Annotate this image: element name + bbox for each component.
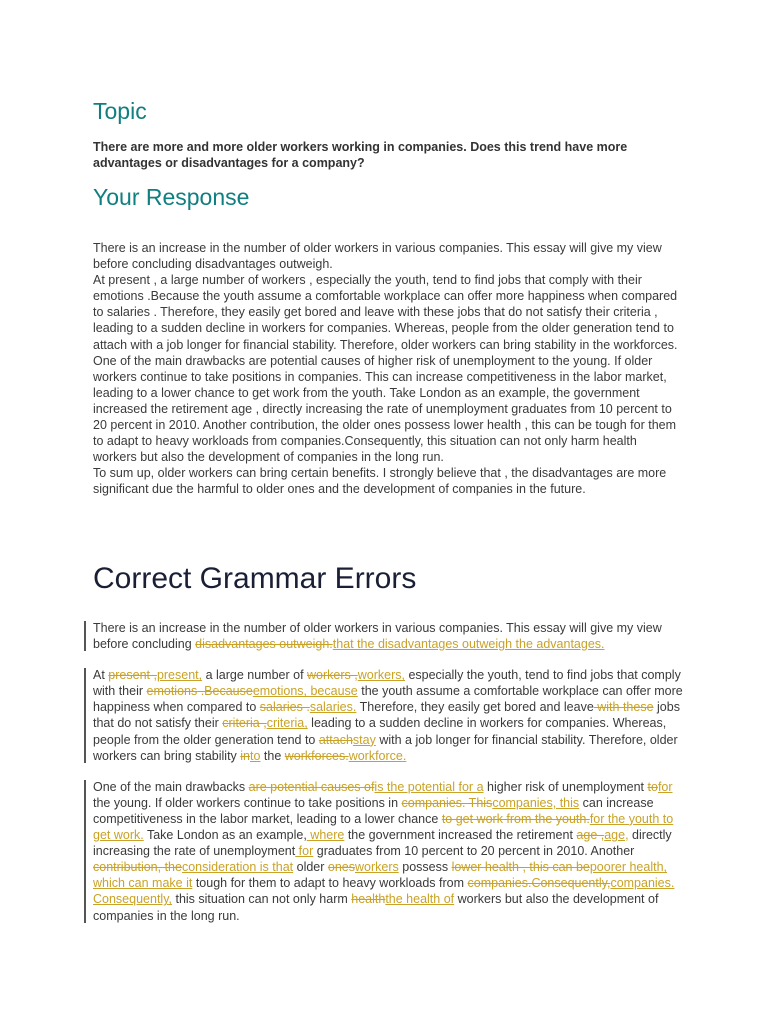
text-segment: the bbox=[260, 748, 285, 763]
text-segment: Take London as an example, bbox=[143, 828, 307, 843]
text-segment: Therefore, they easily get bored and leave bbox=[356, 700, 594, 715]
text-segment: the young. If older workers continue to take positions in bbox=[93, 795, 402, 810]
inserted-text: where bbox=[306, 828, 345, 843]
deleted-text: to bbox=[647, 779, 658, 794]
inserted-text: workforce. bbox=[348, 748, 407, 763]
deleted-text: age , bbox=[576, 828, 605, 843]
deleted-text: lower health , this can be bbox=[451, 860, 590, 875]
response-paragraph-2: At present , a large number of workers , especially the youth, tend to find jobs that comply with their emotions .Because the youth assume a comfortable workplace can offer more happiness when compared to salaries . Therefore, they easily get bored and leave with these jobs that do not satisfy their criteria , leading to a sudden decline in workers for companies. Whereas, people from the older generation tend to attach with a job longer for financial stability. Therefore, older workers can bring stability in the workforces. bbox=[93, 273, 678, 352]
text-segment: One of the main drawbacks bbox=[93, 779, 249, 794]
text-segment: jobs that do not satisfy their bbox=[93, 700, 680, 731]
text-segment: There is an increase in the number of older workers in various companies. This essay will give my view before concluding bbox=[93, 621, 662, 652]
response-paragraph-4: To sum up, older workers can bring certain benefits. I strongly believe that , the disadvantages are more significant due the harmful to older ones and the development of companies in the future. bbox=[93, 466, 667, 497]
inserted-text: is the potential for a bbox=[374, 779, 484, 794]
inserted-text: companies. Consequently, bbox=[93, 876, 675, 907]
text-segment: can increase competitiveness in the labor market, leading to a lower chance bbox=[93, 795, 654, 826]
deleted-text: disadvantages outweigh. bbox=[195, 637, 333, 652]
text-segment: possess bbox=[398, 860, 452, 875]
response-text bbox=[93, 240, 683, 498]
grammar-heading: Correct Grammar Errors bbox=[93, 562, 417, 595]
inserted-text: for the youth to get work. bbox=[93, 811, 674, 843]
inserted-text: companies, this bbox=[492, 795, 580, 810]
deleted-text: workforces. bbox=[284, 748, 349, 763]
deleted-text: present , bbox=[108, 668, 157, 683]
deleted-text: contribution, the bbox=[93, 860, 182, 875]
text-segment: the government increased the retirement bbox=[344, 828, 577, 843]
inserted-text: the health of bbox=[385, 892, 455, 907]
text-segment: with a job longer for financial stability. Therefore, older workers can bring stability bbox=[93, 732, 678, 763]
topic-heading: Topic bbox=[93, 98, 147, 124]
inserted-text: for bbox=[295, 844, 314, 859]
inserted-text: criteria, bbox=[266, 716, 308, 731]
deleted-text: companies.Consequently, bbox=[467, 876, 611, 891]
deleted-text: health bbox=[351, 892, 386, 907]
inserted-text: age, bbox=[604, 828, 629, 843]
change-bar bbox=[84, 621, 86, 651]
text-segment: the youth assume a comfortable workplace can offer more happiness when compared to bbox=[93, 684, 683, 715]
inserted-text: present, bbox=[156, 668, 203, 683]
correction-paragraph bbox=[93, 667, 683, 764]
deleted-text: ones bbox=[327, 860, 355, 875]
text-segment: older bbox=[293, 860, 328, 875]
response-paragraph-3: One of the main drawbacks are potential causes of higher risk of unemployment to the young. If older workers continue to take positions in companies. This can increase competitiveness in the labor market, leading to a lower chance to get work from the youth. Take London as an example, the government increased the retirement age , directly increasing the rate of unemployment graduates from 10 percent to 20 percent in 2010. Another contribution, the older ones possess lower health , this can be tough for them to adapt to heavy workloads from companies.Consequently, this situation can not only harm health workers but also the development of companies in the long run. bbox=[93, 353, 677, 465]
text-segment: tough for them to adapt to heavy workloads from bbox=[192, 876, 468, 891]
change-bar bbox=[84, 780, 86, 923]
deleted-text: criteria , bbox=[222, 716, 267, 731]
response-heading: Your Response bbox=[93, 184, 250, 210]
inserted-text: poorer health, which can make it bbox=[93, 860, 667, 891]
response-paragraph-1: There is an increase in the number of older workers in various companies. This essay will give my view before concluding disadvantages outweigh. bbox=[93, 241, 662, 272]
deleted-text: workers , bbox=[307, 668, 358, 683]
text-segment: workers but also the development of companies in the long run. bbox=[93, 892, 659, 923]
deleted-text: with these bbox=[593, 700, 654, 715]
text-segment: higher risk of unemployment bbox=[483, 779, 648, 794]
deleted-text: salaries . bbox=[259, 700, 310, 715]
inserted-text: that the disadvantages outweigh the advantages. bbox=[332, 637, 605, 652]
inserted-text: for bbox=[657, 779, 673, 794]
text-segment: graduates from 10 percent to 20 percent in 2010. Another bbox=[313, 844, 635, 859]
correction-paragraph bbox=[93, 620, 683, 652]
inserted-text: consideration is that bbox=[181, 860, 294, 875]
text-segment: directly increasing the rate of unemployment bbox=[93, 828, 672, 859]
topic-question: There are more and more older workers working in companies. Does this trend have more advantages or disadvantages for a company? bbox=[93, 140, 628, 170]
deleted-text: companies. This bbox=[401, 795, 493, 810]
inserted-text: workers bbox=[355, 860, 399, 875]
inserted-text: workers, bbox=[357, 668, 405, 683]
correction-paragraph bbox=[93, 779, 683, 924]
deleted-text: attach bbox=[318, 732, 353, 747]
text-segment: this situation can not only harm bbox=[172, 892, 352, 907]
change-bar bbox=[84, 668, 86, 763]
deleted-text: are potential causes of bbox=[248, 779, 375, 794]
inserted-text: stay bbox=[352, 732, 376, 747]
inserted-text: salaries. bbox=[309, 700, 357, 715]
inserted-text: emotions, because bbox=[252, 684, 358, 699]
deleted-text: in bbox=[240, 748, 251, 763]
text-segment: leading to a sudden decline in workers for companies. Whereas, people from the older generation tend to bbox=[93, 716, 667, 747]
text-segment: At bbox=[93, 668, 109, 683]
inserted-text: to bbox=[250, 748, 261, 763]
deleted-text: emotions .Because bbox=[146, 684, 253, 699]
text-segment: a large number of bbox=[202, 668, 308, 683]
text-segment: especially the youth, tend to find jobs that comply with their bbox=[93, 668, 681, 699]
grammar-corrections bbox=[93, 620, 683, 939]
deleted-text: to get work from the youth. bbox=[441, 811, 590, 826]
